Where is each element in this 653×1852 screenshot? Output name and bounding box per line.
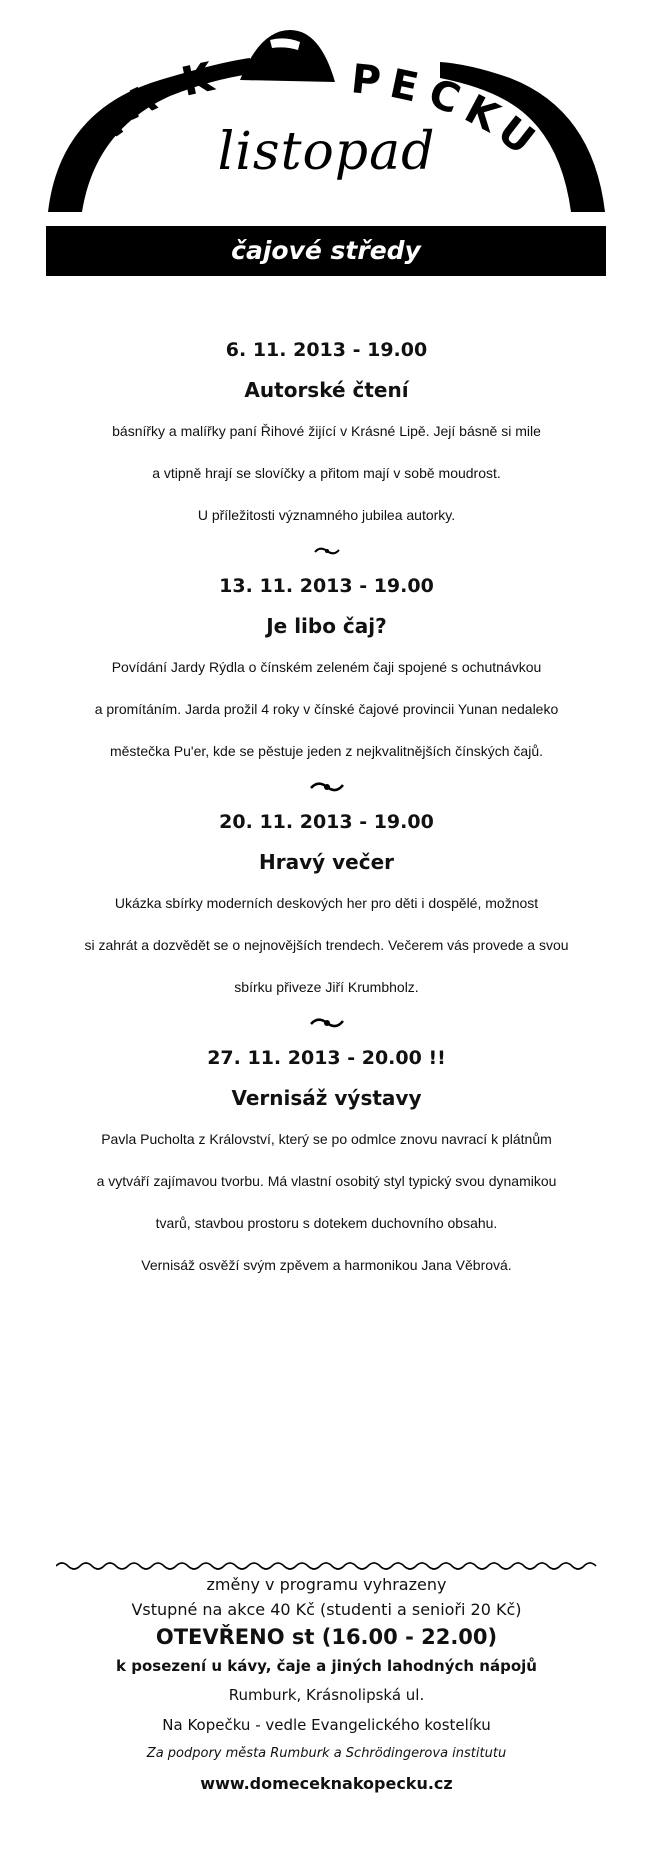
footer-price: Vstupné na akce 40 Kč (studenti a senioři 20 Kč)	[131, 1600, 522, 1619]
event-item	[0, 330, 653, 536]
footer-opening-hours: OTEVŘENO st (16.00 - 22.00)	[155, 1625, 498, 1649]
event-title: Vernisáž výstavy	[231, 1086, 422, 1110]
footer-changes-note: změny v programu vyhrazeny	[206, 1575, 447, 1594]
event-title: Hravý večer	[258, 850, 395, 874]
banner-title: čajové středy	[46, 226, 606, 276]
footer-website-link[interactable]: www.domeceknakopecku.cz	[200, 1774, 453, 1793]
event-date: 20. 11. 2013 - 19.00	[219, 811, 434, 833]
flourish-icon	[309, 779, 345, 795]
header	[0, 0, 653, 280]
footer-ornament-rule	[56, 1560, 601, 1572]
event-date: 6. 11. 2013 - 19.00	[225, 339, 428, 361]
event-description-line: Ukázka sbírky moderních deskových her pro děti i dospělé, možnost	[114, 895, 539, 911]
flourish-icon	[312, 544, 342, 558]
footer-address: Rumburk, Krásnolipská ul.	[228, 1686, 425, 1704]
event-description-line: Povídání Jardy Rýdla o čínském zeleném čaji spojené s ochutnávkou	[111, 659, 542, 675]
event-date: 27. 11. 2013 - 20.00 !!	[207, 1047, 446, 1069]
event-description-line: básnířky a malířky paní Řihové žijící v Krásné Lipě. Její básně si mile	[112, 423, 541, 439]
svg-text:P: P	[348, 56, 383, 106]
month-title: listopad	[217, 122, 436, 182]
svg-text:A: A	[117, 75, 163, 129]
event-description-line: a vytváří zajímavou tvorbu. Má vlastní osobitý styl typický svou dynamikou	[96, 1173, 557, 1189]
ornament-divider	[0, 1008, 653, 1038]
svg-text:E: E	[385, 60, 423, 112]
footer-offer: k posezení u kávy, čaje a jiných lahodných nápojů	[116, 1657, 537, 1675]
event-description-line: sbírku přiveze Jiří Krumbholz.	[234, 979, 419, 995]
event-description-line: tvarů, stavbou prostoru s dotekem duchovního obsahu.	[155, 1215, 498, 1231]
svg-text:K: K	[177, 54, 218, 106]
svg-text:U: U	[488, 107, 543, 164]
event-description-line: si zahrát a dozvědět se o nejnovějších trendech. Večerem vás provede a svou	[84, 937, 569, 953]
event-title: Je libo čaj?	[266, 614, 387, 638]
event-description-line: městečka Pu'er, kde se pěstuje jeden z nejkvalitnějších čínských čajů.	[109, 743, 543, 759]
event-date: 13. 11. 2013 - 19.00	[219, 575, 434, 597]
footer-place: Na Kopečku - vedle Evangelického kostelíku	[162, 1716, 491, 1734]
svg-text:N: N	[79, 101, 132, 156]
event-description-line: a promítáním. Jarda prožil 4 roky v čínské čajové provincii Yunan nedaleko	[94, 701, 559, 717]
svg-text:Č: Č	[422, 70, 466, 124]
event-item	[0, 802, 653, 1008]
event-description-line: Pavla Pucholta z Království, který se po odmlce znovu navrací k plátnům	[101, 1131, 552, 1147]
logo-na-kopecku	[0, 0, 653, 230]
event-item	[0, 566, 653, 772]
event-description-line: a vtipně hrají se slovíčky a přitom mají v sobě moudrost.	[152, 465, 501, 481]
event-item	[0, 1038, 653, 1286]
event-description-line: Vernisáž osvěží svým zpěvem a harmonikou Jana Věbrová.	[141, 1257, 512, 1273]
flourish-icon	[309, 1015, 345, 1031]
event-title: Autorské čtení	[244, 378, 409, 402]
event-list	[0, 330, 653, 1286]
ornament-divider	[0, 772, 653, 802]
event-description-line: U příležitosti významného jubilea autorky.	[197, 507, 456, 523]
footer	[0, 1572, 653, 1800]
footer-support: Za podpory města Rumburk a Schrödingerova institutu	[146, 1746, 507, 1761]
ornament-divider	[0, 536, 653, 566]
svg-text:K: K	[457, 86, 507, 142]
